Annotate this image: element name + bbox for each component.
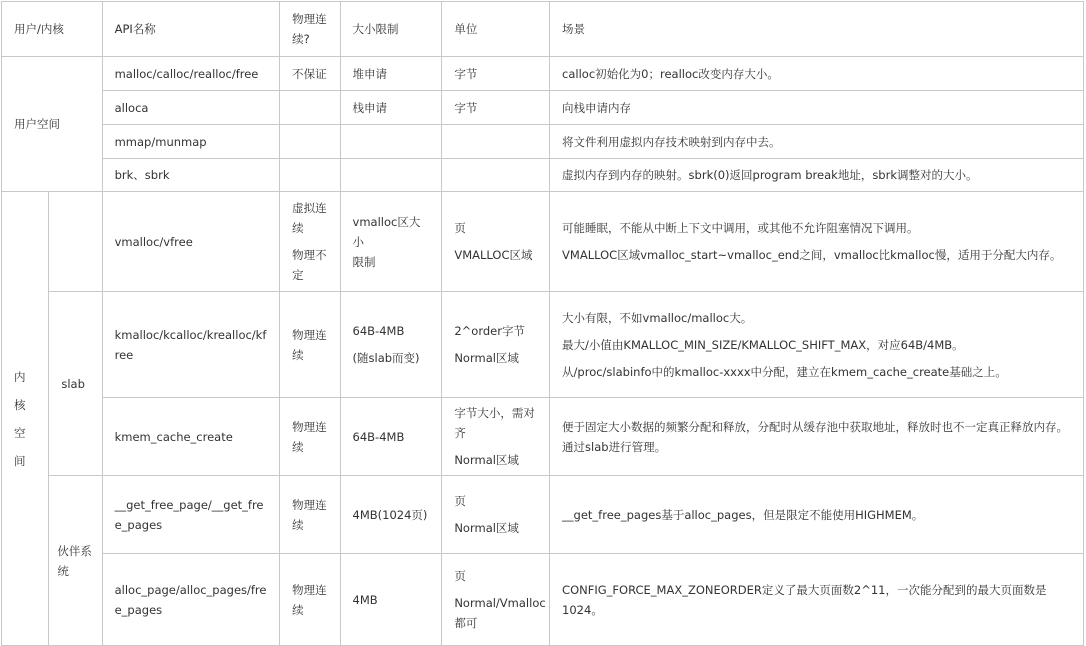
contig-cell — [280, 125, 340, 159]
label-char: 核 — [14, 397, 26, 412]
cell-line: vmalloc区大小 — [352, 214, 421, 249]
table-row — [2, 554, 1084, 646]
scene-cell: calloc初始化为0；realloc改变内存大小。 — [550, 57, 1084, 91]
unit-cell — [442, 292, 550, 398]
header-cell: 用户/内核 — [2, 2, 103, 57]
label-char: 空 — [14, 425, 26, 440]
api-cell: __get_free_page/__get_free_pages — [102, 476, 280, 554]
cell-line: (随slab而变) — [352, 351, 420, 365]
unit-cell — [442, 398, 550, 476]
contig-cell — [280, 159, 340, 192]
header-cell: 大小限制 — [340, 2, 442, 57]
contig-cell: 物理连续 — [280, 398, 340, 476]
contig-cell: 物理连续 — [280, 292, 340, 398]
api-cell: mmap/munmap — [102, 125, 280, 159]
unit-cell — [442, 192, 550, 292]
header-text: 物理连续? — [292, 12, 327, 46]
unit-cell — [442, 125, 550, 159]
buddy-label: 伙伴系统 — [49, 476, 102, 646]
table-row — [2, 91, 1084, 125]
cell-line: 页 — [454, 494, 466, 508]
contig-cell — [280, 192, 340, 292]
contig-cell: 物理连续 — [280, 476, 340, 554]
cell-line: 限制 — [352, 254, 376, 269]
cell-line: 从/proc/slabinfo中的kmalloc-xxxx中分配，建立在kmem_cache_create基础之上。 — [562, 364, 1007, 379]
scene-cell: 便于固定大小数据的频繁分配和释放，分配时从缓存池中获取地址，释放时也不一定真正释放内存。通过slab进行管理。 — [550, 398, 1084, 476]
api-cell: kmem_cache_create — [102, 398, 280, 476]
scene-cell: CONFIG_FORCE_MAX_ZONEORDER定义了最大页面数2^11，一次能分配到的最大页面数是1024。 — [550, 554, 1084, 646]
scene-cell: __get_free_pages基于alloc_pages，但是限定不能使用HIGHMEM。 — [550, 476, 1084, 554]
api-cell: malloc/calloc/realloc/free — [102, 57, 280, 91]
size-cell — [340, 292, 442, 398]
api-cell: vmalloc/vfree — [102, 192, 280, 292]
scene-cell: 虚拟内存到内存的映射。sbrk(0)返回program break地址，sbrk调整对的大小。 — [550, 159, 1084, 192]
subcategory-cell — [49, 192, 102, 292]
cell-line: 都可 — [454, 616, 478, 630]
label-char: 内 — [14, 369, 26, 384]
user-space-label: 用户空间 — [2, 57, 103, 192]
cell-line: 可能睡眠，不能从中断上下文中调用，或其他不允许阻塞情况下调用。 — [562, 221, 919, 235]
size-cell: 栈申请 — [340, 91, 442, 125]
cell-line: 虚拟连续 — [292, 201, 327, 235]
size-cell: 4MB(1024页) — [340, 476, 442, 554]
scene-cell — [550, 292, 1084, 398]
api-cell: kmalloc/kcalloc/krealloc/kfree — [102, 292, 280, 398]
kernel-space-label — [2, 192, 49, 646]
unit-cell: 字节 — [442, 91, 550, 125]
header-row — [2, 2, 1084, 57]
size-cell: 4MB — [340, 554, 442, 646]
api-cell: alloca — [102, 91, 280, 125]
memory-api-table — [1, 1, 1084, 646]
header-cell — [280, 2, 340, 57]
table-row — [2, 159, 1084, 192]
table-row — [2, 192, 1084, 292]
table-row — [2, 57, 1084, 91]
size-cell — [340, 192, 442, 292]
scene-cell: 将文件利用虚拟内存技术映射到内存中去。 — [550, 125, 1084, 159]
size-cell: 堆申请 — [340, 57, 442, 91]
scene-cell — [550, 192, 1084, 292]
contig-cell — [280, 91, 340, 125]
cell-line: Normal区域 — [454, 453, 519, 467]
cell-line: 64B-4MB — [352, 324, 405, 338]
cell-line: 2^order字节 — [454, 324, 525, 338]
size-cell: 64B-4MB — [340, 398, 442, 476]
slab-label: slab — [49, 292, 102, 476]
cell-line: 物理不定 — [292, 248, 327, 282]
cell-line: 页 — [454, 569, 466, 583]
table-row — [2, 125, 1084, 159]
cell-line: 字节大小，需对齐 — [454, 406, 535, 440]
header-cell: 场景 — [550, 2, 1084, 57]
label-char: 间 — [14, 453, 26, 468]
size-cell — [340, 125, 442, 159]
table-row — [2, 398, 1084, 476]
cell-line: VMALLOC区域vmalloc_start~vmalloc_end之间，vmalloc比kmalloc慢，适用于分配大内存。 — [562, 248, 1062, 262]
cell-line: 最大/小值由KMALLOC_MIN_SIZE/KMALLOC_SHIFT_MAX，对应64B/4MB。 — [562, 337, 964, 352]
cell-line: VMALLOC区域 — [454, 248, 533, 262]
api-cell: brk、sbrk — [102, 159, 280, 192]
table-row — [2, 292, 1084, 398]
cell-line: 页 — [454, 221, 466, 235]
table-row — [2, 476, 1084, 554]
unit-cell — [442, 476, 550, 554]
unit-cell — [442, 159, 550, 192]
cell-line: Normal区域 — [454, 521, 519, 535]
contig-cell: 物理连续 — [280, 554, 340, 646]
cell-line: Normal区域 — [454, 351, 519, 365]
header-cell: API名称 — [102, 2, 280, 57]
contig-cell: 不保证 — [280, 57, 340, 91]
scene-cell: 向栈申请内存 — [550, 91, 1084, 125]
api-cell: alloc_page/alloc_pages/free_pages — [102, 554, 280, 646]
cell-line: Normal/Vmalloc — [454, 596, 546, 610]
header-cell: 单位 — [442, 2, 550, 57]
size-cell — [340, 159, 442, 192]
cell-line: 大小有限，不如vmalloc/malloc大。 — [562, 310, 753, 325]
unit-cell — [442, 554, 550, 646]
unit-cell: 字节 — [442, 57, 550, 91]
